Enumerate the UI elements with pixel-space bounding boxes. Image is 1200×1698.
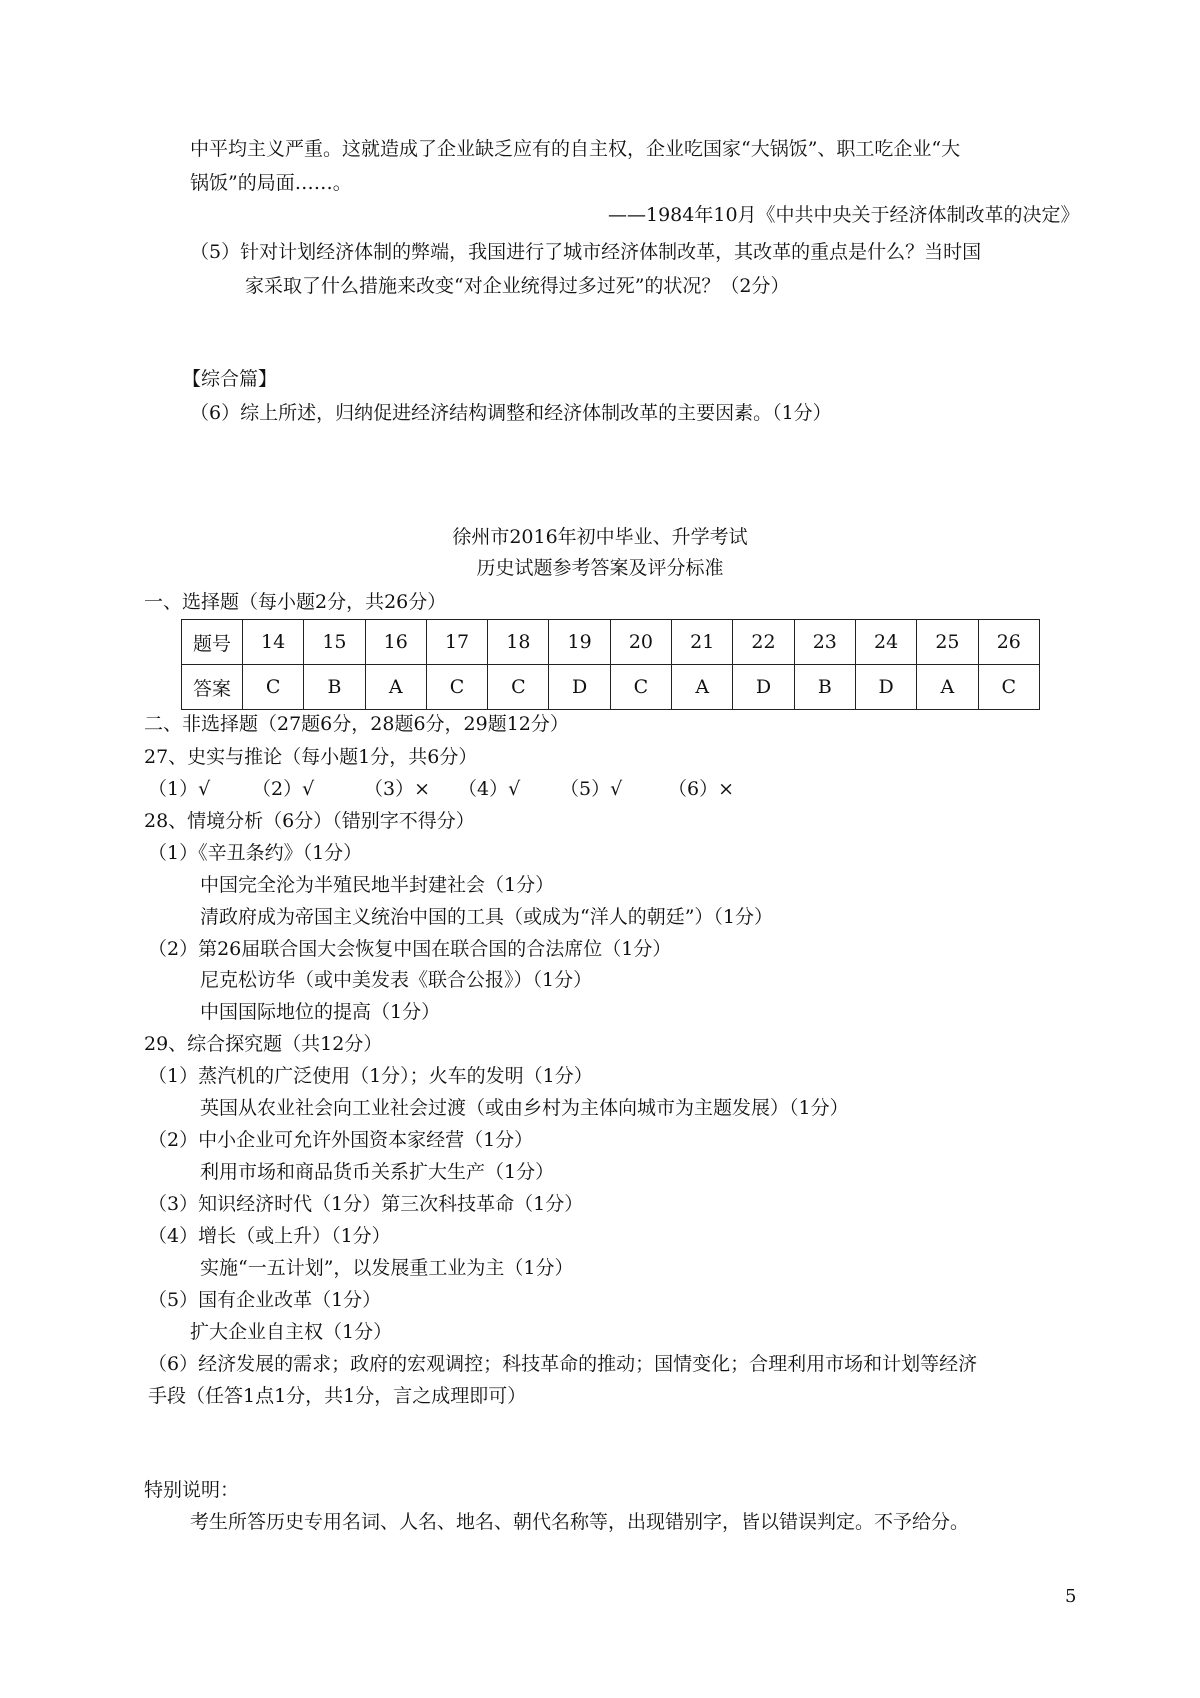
table-cell-label: 题号 [182, 620, 243, 665]
q29-line: （2）中小企业可允许外国资本家经营（1分） [148, 1129, 534, 1151]
passage-line-1: 中平均主义严重。这就造成了企业缺乏应有的自主权，企业吃国家“大锅饭”、职工吃企业“大 [190, 138, 961, 160]
table-cell: C [488, 665, 549, 710]
table-cell: 19 [549, 620, 610, 665]
table-cell: 22 [733, 620, 794, 665]
q29-line: 利用市场和商品货币关系扩大生产（1分） [200, 1161, 555, 1183]
q29-line: （5）国有企业改革（1分） [148, 1289, 382, 1311]
q27-answer: （4）√ [458, 778, 521, 800]
table-cell: 24 [855, 620, 916, 665]
table-cell: 25 [917, 620, 978, 665]
table-cell: C [426, 665, 487, 710]
q29-line: 手段（任答1点1分，共1分，言之成理即可） [148, 1385, 527, 1407]
table-cell: D [733, 665, 794, 710]
table-cell-label: 答案 [182, 665, 243, 710]
q28-line: （2）第26届联合国大会恢复中国在联合国的合法席位（1分） [148, 938, 672, 960]
table-cell: 18 [488, 620, 549, 665]
table-cell: B [794, 665, 855, 710]
table-cell: 14 [243, 620, 304, 665]
table-cell: A [917, 665, 978, 710]
q27-answer: （2）√ [252, 778, 315, 800]
part2-heading: 二、非选择题（27题6分，28题6分，29题12分） [144, 713, 569, 735]
q28-line: 中国国际地位的提高（1分） [200, 1001, 441, 1023]
table-cell: 15 [304, 620, 365, 665]
page-number: 5 [1065, 1586, 1077, 1607]
passage-source: ——1984年10月《中共中央关于经济体制改革的决定》 [608, 204, 1080, 226]
table-cell: C [243, 665, 304, 710]
table-cell: C [610, 665, 671, 710]
q28-line: 尼克松访华（或中美发表《联合公报》）（1分） [200, 969, 593, 991]
q29-line: 英国从农业社会向工业社会过渡（或由乡村为主体向城市为主题发展）（1分） [200, 1097, 849, 1119]
table-cell: D [549, 665, 610, 710]
table-cell: 23 [794, 620, 855, 665]
table-cell: 16 [365, 620, 426, 665]
q29-heading: 29、综合探究题（共12分） [144, 1033, 383, 1055]
q29-line: （4）增长（或上升）（1分） [148, 1225, 391, 1247]
q28-heading: 28、情境分析（6分）（错别字不得分） [144, 810, 475, 832]
answer-table [181, 619, 1040, 710]
q29-line: （3）知识经济时代（1分）第三次科技革命（1分） [148, 1193, 584, 1215]
q29-line: （6）经济发展的需求；政府的宏观调控；科技革命的推动；国情变化；合理利用市场和计划等经济 [148, 1353, 978, 1375]
q28-line: 中国完全沦为半殖民地半封建社会（1分） [200, 874, 555, 896]
answer-key-subtitle: 历史试题参考答案及评分标准 [476, 557, 724, 579]
table-cell: 20 [610, 620, 671, 665]
q29-line: 实施“一五计划”，以发展重工业为主（1分） [200, 1257, 574, 1279]
q29-line: （1）蒸汽机的广泛使用（1分）；火车的发明（1分） [148, 1065, 593, 1087]
q27-answer: （1）√ [148, 778, 211, 800]
question-5-line-1: （5）针对计划经济体制的弊端，我国进行了城市经济体制改革，其改革的重点是什么？当时国 [190, 241, 982, 263]
q29-line: 扩大企业自主权（1分） [190, 1321, 393, 1343]
table-cell: B [304, 665, 365, 710]
answer-key-title: 徐州市2016年初中毕业、升学考试 [452, 526, 748, 548]
table-cell: A [365, 665, 426, 710]
q28-line: 清政府成为帝国主义统治中国的工具（或成为“洋人的朝廷”）（1分） [200, 906, 774, 928]
table-cell: A [672, 665, 733, 710]
q27-heading: 27、史实与推论（每小题1分，共6分） [144, 746, 478, 768]
table-cell: 26 [978, 620, 1039, 665]
table-cell: D [855, 665, 916, 710]
q27-answer: （3）× [364, 778, 431, 800]
note-heading: 特别说明： [144, 1479, 240, 1501]
table-cell: 21 [672, 620, 733, 665]
passage-line-2: 锅饭”的局面……。 [190, 172, 352, 194]
question-5-line-2: 家采取了什么措施来改变“对企业统得过多过死”的状况？（2分） [245, 275, 790, 297]
q28-line: （1）《辛丑条约》（1分） [148, 842, 363, 864]
part1-heading: 一、选择题（每小题2分，共26分） [144, 591, 447, 613]
q27-answer: （5）√ [560, 778, 623, 800]
question-6: （6）综上所述，归纳促进经济结构调整和经济体制改革的主要因素。（1分） [190, 402, 832, 424]
table-row [182, 620, 1040, 665]
table-cell: C [978, 665, 1039, 710]
table-cell: 17 [426, 620, 487, 665]
note-text: 考生所答历史专用名词、人名、地名、朝代名称等，出现错别字，皆以错误判定。不予给分。 [190, 1511, 970, 1533]
section-heading-comprehensive: 【综合篇】 [182, 368, 278, 390]
table-row [182, 665, 1040, 710]
q27-answer: （6）× [668, 778, 735, 800]
